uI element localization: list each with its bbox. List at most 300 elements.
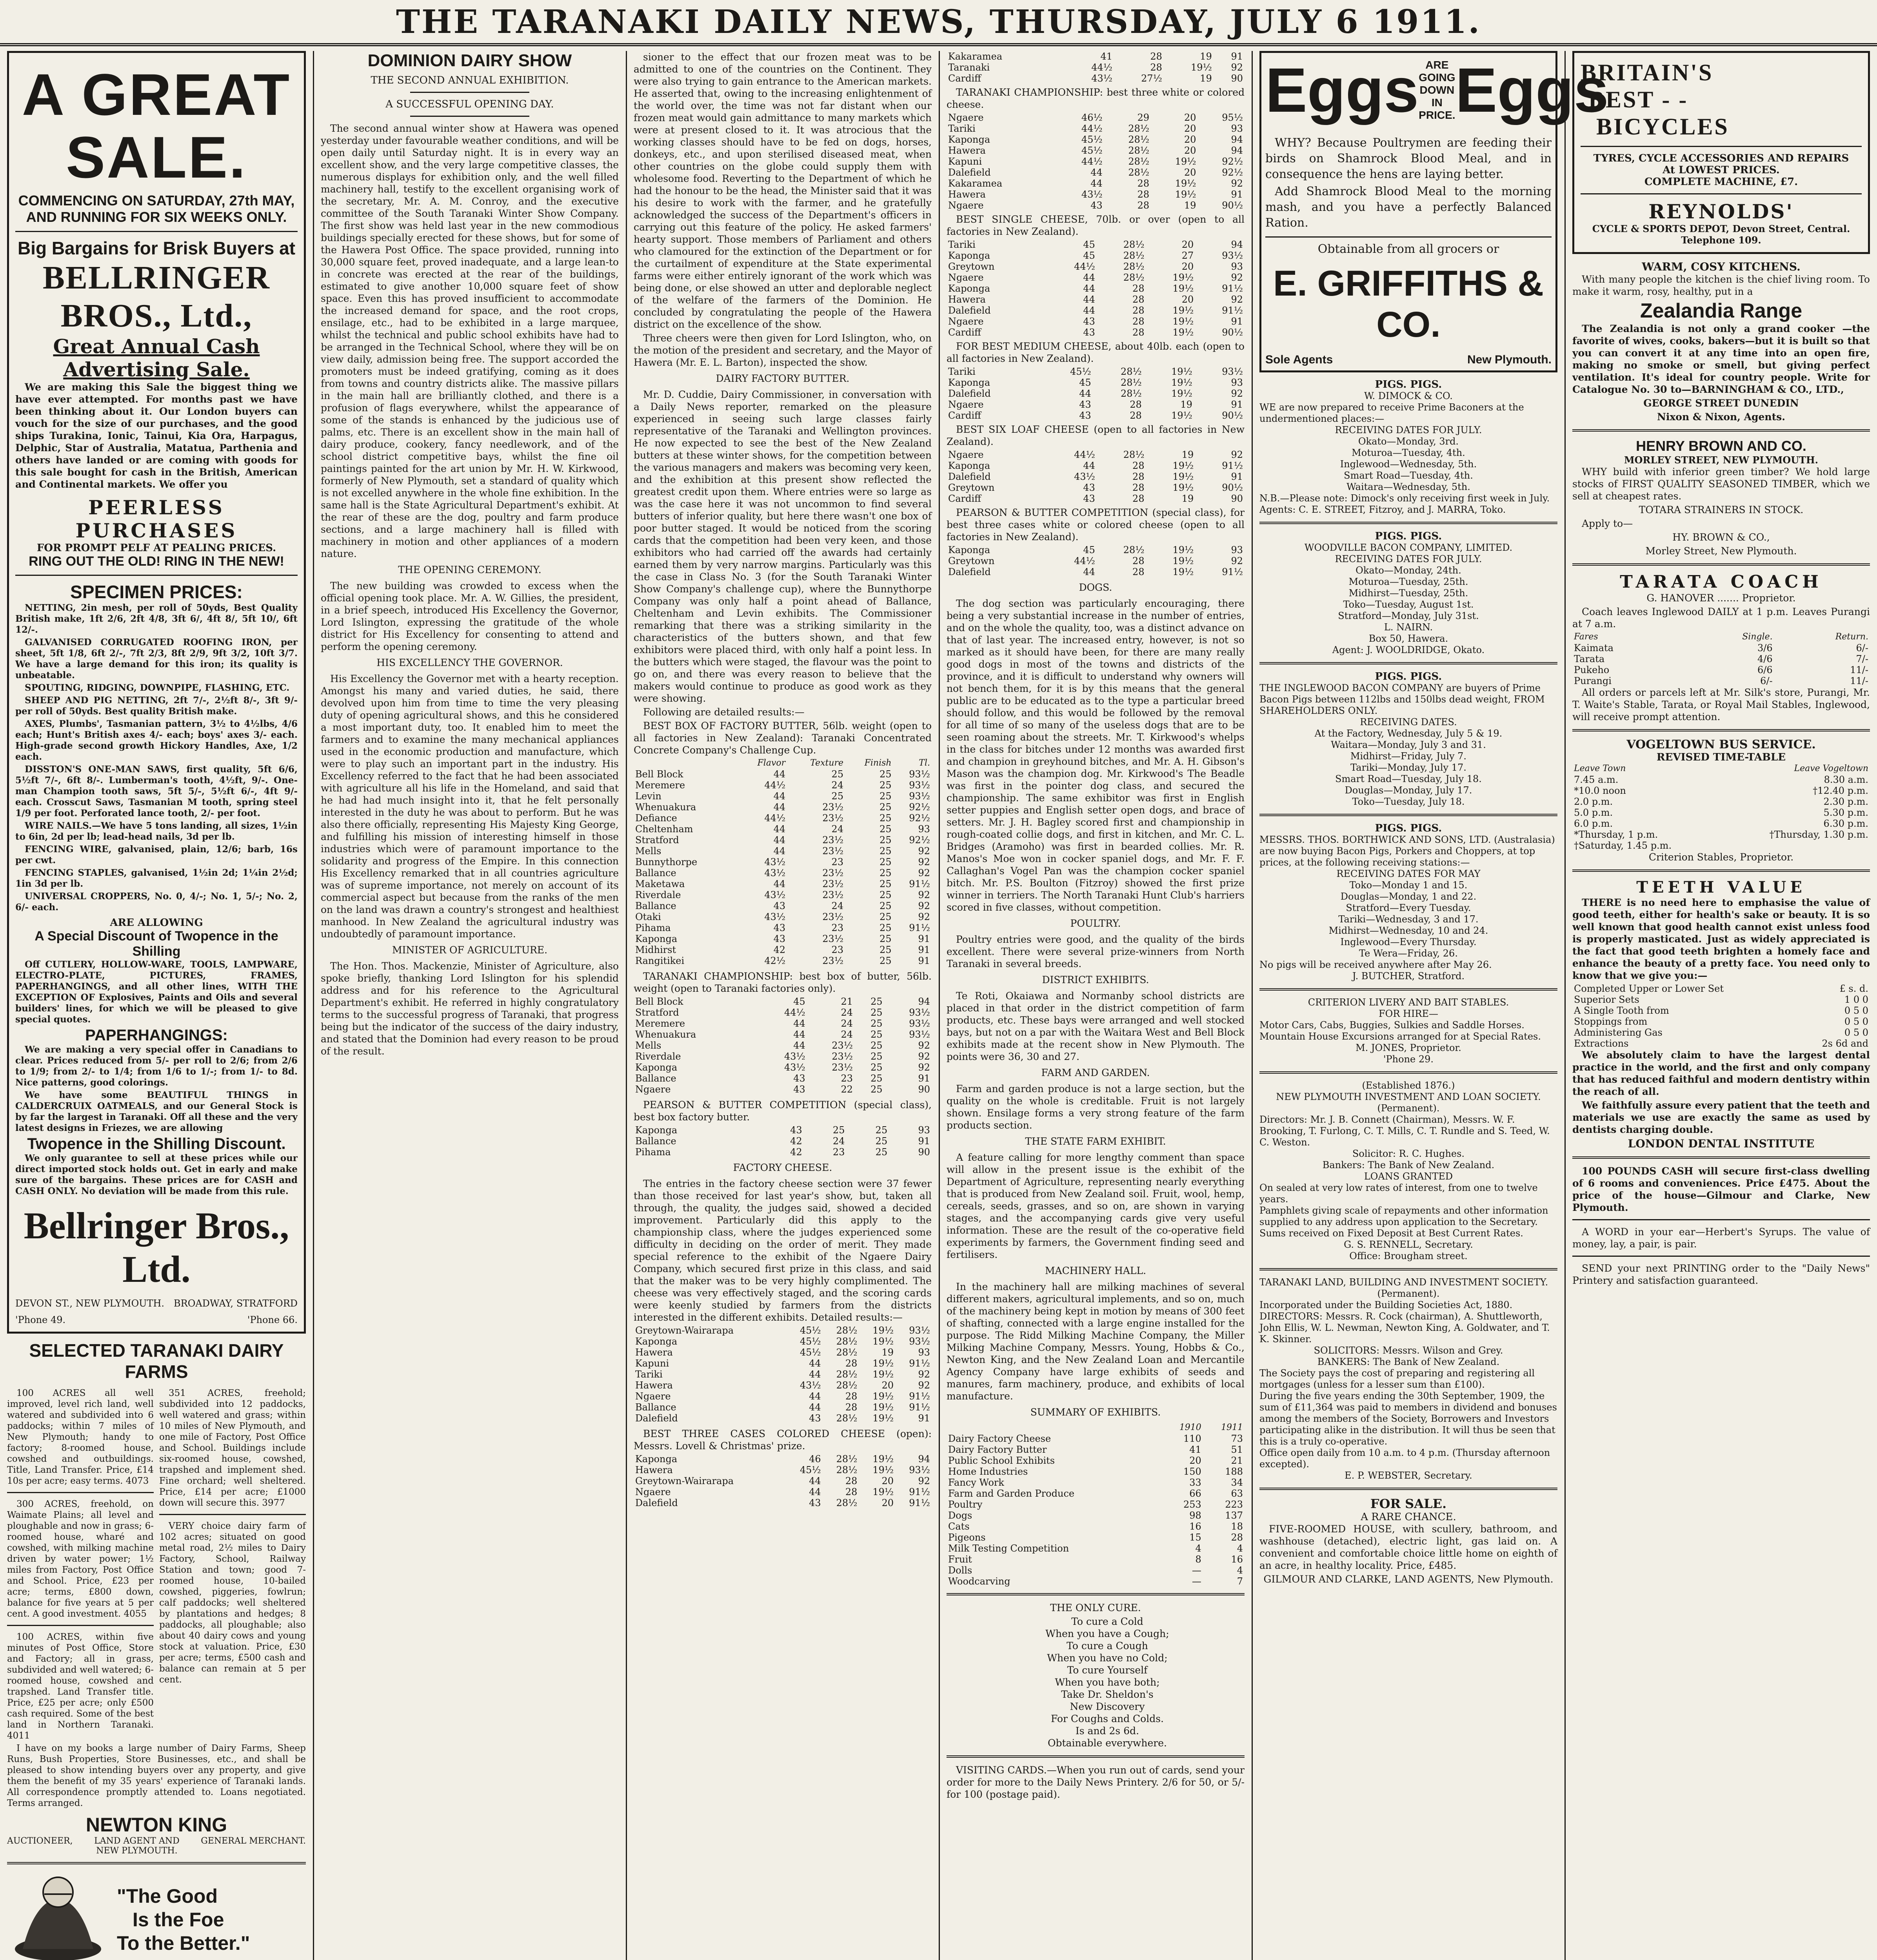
row-label: Tariki: [635, 1369, 663, 1380]
row-label: Dairy Factory Cheese: [948, 1433, 1051, 1444]
row-label: *10.0 noon: [1574, 785, 1626, 796]
article-paragraph: Following are detailed results:—: [643, 706, 805, 718]
cell-value: 28½: [1123, 272, 1145, 283]
cell-value: 33: [1189, 1477, 1201, 1488]
article-paragraph: The dog section was particularly encouraging, there being a very substantial increase in the number of entries, and on the whole the quality, too, was a distinct advance on that of last year. The increased entry, however, is not so marked as it should have been, for there are many really good dogs in most of the towns and districts of the province, and it is difficult to understand why owners will not bench them, for it is by this means that the general public are to be educated as to the type a particular breed should follow, and this would be followed by the removal for all time of so many of the useless dogs that are to be seen roaming about the streets. Mr. T. Kirkwood's whelps in the class for bitches under 12 months was awarded first and champion in greyhound bitches, and Mr. A. H. Gibson's Mason was the champion dog. Mr. Kirkwood's The Beadle was first in the pointer dog class, and secured the championship. The same exhibitor was first in English setter puppies and English setter open dogs, and brace of setters. Mr. J. H. Bagley scored first and championship in rough-coated collie dogs, and first in kitchen, and Mr. C. L. Bridges (Aramoho) was first in bearded collies. Mr. R. Manos's Moe won in cocker spaniel dogs, and Mr. F. F. Callaghan's Vogel Pan was the champion cocker spaniel bitch. Mr. P.S. Boulton (Fitzroy) showed the first prize winner in terriers. The North Taranaki Hunt Club's harriers scored in five classes, without competition.: [947, 598, 1245, 913]
table-row: [947, 1477, 1245, 1488]
cell-value: 92: [918, 900, 930, 911]
article-paragraph: Mr. D. Cuddie, Dairy Commissioner, in conversation with a Daily News reporter, remarked on the pleasure experienced in seeing such large classes fairly representative of the Taranaki and Wellington provinces. He now expected to see the best of the New Zealand butters at these winter shows, for the competition between the various managers and makers was becoming very keen, and the exhibition at this present show reflected the greatest credit upon them. Where entries were so large as was the case here it was not uncommon to find several butters of inferior quality, but here there wasn't one box of poor butter staged. It would be noticed from the scoring cards that the competition had been very keen, and those exhibitors who had carried off the awards had certainly earned them by very narrow margins. Particularly was this the case in Class No. 3 (for the South Taranaki Winter Show Company's challenge cup), where the Bunnythorpe Company was only half a point ahead of Ballance, Cheltenham and Levin exhibits. The Commissioner remarking that there was a striking similarity in the characteristics of the butters shown, and that few exhibitors were placed third, with only half a point less. In the butters which were staged, the flavour was the point to go on, and there was every reason to believe that the makers would continue to produce as good work as they were showing.: [634, 389, 932, 704]
for-sale-heading: FOR SALE.: [1370, 1496, 1447, 1511]
cell-value: 63: [1231, 1488, 1243, 1499]
cell-value: 91½: [909, 1358, 930, 1369]
cell-value: 19½: [872, 1336, 894, 1347]
table-row: [634, 1380, 932, 1391]
cell-value: 92: [918, 1380, 930, 1391]
cell-value: 19½: [1171, 410, 1192, 421]
table-row: [947, 178, 1245, 189]
advert-line: E. P. WEBSTER, Secretary.: [1345, 1470, 1472, 1481]
row-label: Kaponga: [635, 933, 678, 944]
article-paragraph: Te Roti, Okaiawa and Normanby school districts are placed in that order in the district competition of farm products, etc. These bays were arranged and well stocked bays, but not on a par with the Waitara West and Bell Block exhibits made at the recent show in New Plymouth. The points were 36, 30 and 27.: [947, 990, 1245, 1062]
eggs-advert: [1259, 51, 1609, 372]
cell-value: 137: [1225, 1510, 1243, 1521]
cell-value: 41: [1100, 51, 1112, 62]
cell-value: 4: [1237, 1543, 1243, 1554]
table-row: [634, 835, 932, 846]
table-row: [947, 51, 1245, 62]
table-row: [634, 933, 932, 944]
table-row: [634, 813, 932, 824]
classified-ad: SEND your next PRINTING order to the "Daily News" Printery and satisfaction guaranteed.: [1572, 1263, 1870, 1286]
specimen-heading: SPECIMEN PRICES:: [70, 582, 243, 602]
cell-value: 44: [809, 1475, 821, 1486]
bus-proprietor: Criterion Stables, Proprietor.: [1648, 851, 1794, 863]
eggs-word: Eggs: [1265, 55, 1419, 125]
cell-value: 92: [1231, 449, 1243, 460]
cell-value: 94: [918, 1454, 930, 1465]
cell-value: 91½: [909, 878, 930, 889]
cell-value: 45: [1083, 544, 1095, 555]
cell-value: 28½: [1121, 377, 1142, 388]
cell-value: 29: [1137, 112, 1150, 123]
cell-value: 93½: [909, 1336, 930, 1347]
advert-line: RECEIVING DATES FOR JULY.: [1335, 425, 1482, 436]
section-heading: POULTRY.: [1070, 918, 1121, 929]
table-row: [634, 780, 932, 791]
row-label: Hawera: [635, 1465, 673, 1475]
table-row: [634, 857, 932, 867]
newton-king-name: NEWTON KING: [85, 1814, 227, 1836]
cell-value: 44½: [1074, 261, 1095, 272]
woodville-advert: [1259, 542, 1557, 656]
annual-sale: Great Annual Cash Advertising Sale.: [53, 335, 260, 381]
cell-value: 44: [1083, 305, 1095, 316]
advert-line: Okato—Monday, 24th.: [1356, 565, 1461, 576]
table-row: [634, 1029, 932, 1040]
row-label: Dolls: [948, 1565, 972, 1576]
illustration-icon: [7, 1871, 109, 1960]
column-6: [1565, 51, 1877, 1960]
col-header: Tl.: [919, 758, 930, 768]
cell-value: 41: [1189, 1444, 1201, 1455]
row-label: Kaponga: [635, 1454, 678, 1465]
cell-value: 19½: [1171, 366, 1192, 377]
table-row: [634, 1007, 932, 1018]
cell-value: 90½: [1222, 482, 1243, 493]
cell-value: 19: [1184, 200, 1196, 211]
cell-value: 43: [773, 900, 786, 911]
row-label: Bunnythorpe: [635, 857, 698, 867]
price-item: SPOUTING, RIDGING, DOWNPIPE, FLASHING, ETC.: [25, 682, 290, 693]
row-label: Dogs: [948, 1510, 972, 1521]
cell-value: 44: [809, 1391, 821, 1402]
cell-value: 19½: [1172, 566, 1194, 577]
table-row: [634, 1358, 932, 1369]
cell-value: 46: [809, 1454, 821, 1465]
row-label: Kaponga: [948, 250, 990, 261]
row-label: Ngaere: [635, 1084, 671, 1095]
table-row: [634, 1454, 932, 1465]
cell-value: 23½: [822, 933, 844, 944]
cell-value: 25: [879, 944, 892, 955]
cell-value: 93½: [909, 791, 930, 802]
table-row: [1572, 1005, 1870, 1016]
advert-line: (Established 1876.): [1362, 1080, 1455, 1091]
cell-value: 92: [918, 1062, 930, 1073]
eggs-text: Add Shamrock Blood Meal to the morning mash, and you have a perfectly Balanced Ration.: [1265, 185, 1552, 230]
cell-value: 19½: [1172, 283, 1194, 294]
cell-value: 34: [1231, 1477, 1243, 1488]
cell-value: 25: [879, 889, 892, 900]
sale-intro: We are making this Sale the biggest thing we have ever attempted. For months past we have been thinking about it. Our London buyers can vouch for the size of our purchases, and the good ships Turakina, Ionic, Tainui, Kia Ora, Harpagus, Delphic, Star of Australia, Matatua, Parthenia and others have landed or are coming with goods for this sale bought for cash in the British, American and Continental markets. We offer you: [15, 381, 298, 490]
advert-line: Take Dr. Sheldon's: [1061, 1689, 1154, 1700]
cell-value: 2s 6d and: [1822, 1038, 1868, 1049]
column-4: [939, 51, 1252, 1960]
cell-value: 23½: [822, 867, 844, 878]
cell-value: 44: [1083, 460, 1095, 471]
section-heading: BEST THREE CASES COLORED CHEESE (open): Messrs. Lovell & Christmas' prize.: [634, 1428, 932, 1452]
table-row: [947, 1510, 1245, 1521]
cell-value: 28: [1132, 460, 1145, 471]
row-label: Ngaere: [635, 1486, 671, 1497]
advert-line: BANKERS: The Bank of New Zealand.: [1317, 1356, 1500, 1367]
row-label: Cardiff: [948, 410, 981, 421]
dimock-advert: [1259, 390, 1557, 515]
reynolds-name: REYNOLDS': [1648, 200, 1794, 223]
cure-heading: THE ONLY CURE.: [1050, 1602, 1141, 1613]
pigs-heading: PIGS. PIGS.: [1375, 530, 1442, 542]
table-row: [947, 399, 1245, 410]
timetable: [1572, 763, 1870, 851]
nk-location: NEW PLYMOUTH.: [96, 1846, 178, 1856]
table-row: [634, 846, 932, 857]
table-row: [947, 200, 1245, 211]
cell-value: 28½: [836, 1325, 858, 1336]
cell-value: 91: [1231, 51, 1243, 62]
teeth-text: We absolutely claim to have the largest dental practice in the world, and the first and only company that has reduced faithful and modern dentistry within the reach of all.: [1572, 1049, 1870, 1097]
table-row: [947, 1554, 1245, 1565]
row-label: Bell Block: [635, 996, 683, 1007]
col-header: Texture: [810, 758, 844, 768]
cell-value: 23: [841, 1073, 853, 1084]
row-label: Ngaere: [948, 272, 984, 283]
phone: 'Phone 49.: [15, 1314, 66, 1325]
row-label: Fruit: [948, 1554, 972, 1565]
cell-value: 19½: [872, 1325, 894, 1336]
row-label: Stratford: [635, 1007, 679, 1018]
cell-value: 28½: [836, 1347, 858, 1358]
cell-value: 23½: [832, 1062, 853, 1073]
cell-value: 23½: [822, 878, 844, 889]
pigs-heading: PIGS. PIGS.: [1375, 822, 1442, 834]
cell-value: 20: [1184, 123, 1196, 134]
row-label: Taranaki: [948, 62, 990, 73]
young-hobbs-advert: [7, 1871, 306, 1960]
col-header: Fares: [1574, 632, 1598, 642]
cell-value: 28: [1130, 410, 1142, 421]
cell-value: 28½: [1123, 250, 1145, 261]
cell-value: 28: [1231, 1532, 1243, 1543]
row-label: Ngaere: [948, 399, 984, 410]
teeth-text: We faithfully assure every patient that the teeth and materials we use are exactly the same as used by dentists charging double.: [1572, 1100, 1870, 1135]
advert-line: Stratford—Every Tuesday.: [1346, 902, 1471, 913]
advert-line: SOLICITORS: Messrs. Wilson and Grey.: [1314, 1345, 1503, 1356]
row-label: Ngaere: [948, 200, 984, 211]
row-label: 6.0 p.m.: [1574, 818, 1613, 829]
article-headline: DOMINION DAIRY SHOW: [367, 51, 572, 70]
cell-value: 43: [773, 922, 786, 933]
kitchen-text: With many people the kitchen is the chief living room. To make it warm, rosy, healthy, put in a: [1572, 274, 1870, 297]
table-row: [634, 900, 932, 911]
table-row: [634, 1147, 932, 1158]
cell-value: 44½: [784, 1007, 805, 1018]
proverb-line: To the Better.": [117, 1932, 250, 1954]
cell-value: 95½: [1222, 112, 1243, 123]
section-heading: SUMMARY OF EXHIBITS.: [1030, 1406, 1161, 1418]
advert-line: Solicitor: R. C. Hughes.: [1352, 1148, 1465, 1159]
row-label: Tarata: [1574, 653, 1605, 664]
row-label: Kaponga: [635, 1336, 678, 1347]
cell-value: 25: [879, 878, 892, 889]
cell-value: 28½: [1123, 261, 1145, 272]
cell-value: 19½: [1172, 544, 1194, 555]
cell-value: 25: [879, 824, 892, 835]
proverb-line: "The Good: [117, 1885, 218, 1907]
article-subhead: THE SECOND ANNUAL EXHIBITION.: [371, 74, 569, 86]
row-label: Levin: [635, 791, 661, 802]
bicycles-line: BRITAIN'S: [1581, 60, 1713, 85]
bicycles-text: COMPLETE MACHINE, £7.: [1644, 176, 1798, 188]
row-label: Stoppings from: [1574, 1016, 1648, 1027]
cell-value: 25: [879, 791, 892, 802]
table-row: [1572, 785, 1870, 796]
dairy-farms-heading: SELECTED TARANAKI DAIRY FARMS: [29, 1340, 284, 1382]
cell-value: 18: [1231, 1521, 1243, 1532]
cell-value: 92: [918, 1475, 930, 1486]
borthwick-advert: [1259, 834, 1557, 982]
advert-line: Smart Road—Tuesday, July 18.: [1335, 773, 1482, 784]
advert-line: The Society pays the cost of preparing and registering all mortgages (unless for a lesser sum than £100).: [1259, 1368, 1535, 1390]
cell-value: 28½: [836, 1497, 858, 1508]
cell-value: 23½: [822, 889, 844, 900]
address: BROADWAY, STRATFORD: [174, 1298, 298, 1309]
row-label: Dalefield: [948, 167, 991, 178]
discount-heading: A Special Discount of Twopence in the Shilling: [35, 929, 278, 959]
cell-value: 93: [1231, 377, 1243, 388]
cell-value: 98: [1189, 1510, 1201, 1521]
cell-value: [1720, 840, 1870, 851]
masthead-title: THE TARANAKI DAILY NEWS, THURSDAY, JULY 6 1911.: [396, 3, 1481, 41]
cell-value: 28: [1132, 566, 1145, 577]
cell-value: 43: [773, 933, 786, 944]
cell-value: 25: [870, 1051, 883, 1062]
row-label: A Single Tooth from: [1574, 1005, 1669, 1016]
row-label: Tariki: [948, 123, 976, 134]
advert-line: Douglas—Monday, 1 and 22.: [1340, 891, 1477, 902]
article-paragraph: A feature calling for more lengthy comment than space will allow in the present issue is the exhibit of the Department of Agriculture, representing nearly everything that is produced from New Zealand soil. Fruit, wool, hemp, cereals, seeds, grasses, and so on, are shown in varying stages, and the accompanying cards give very useful information. These are the result of the co-operative field experiments by farmers, the Government finding seed and fertilisers.: [947, 1152, 1245, 1260]
cell-value: 92½: [909, 802, 930, 813]
row-label: Kakaramea: [948, 178, 1003, 189]
advert-line: TARANAKI LAND, BUILDING AND INVESTMENT SOCIETY.: [1259, 1277, 1548, 1288]
table-row: [947, 1455, 1245, 1466]
advert-line: When you have a Cough;: [1045, 1628, 1169, 1639]
cell-value: 21: [841, 996, 853, 1007]
advert-line: Tariki—Monday, July 17.: [1350, 762, 1466, 773]
cell-value: 43½: [784, 1062, 805, 1073]
row-label: Riverdale: [635, 889, 681, 900]
advert-line: Agent: J. WOOLDRIDGE, Okato.: [1332, 644, 1485, 655]
row-label: Completed Upper or Lower Set: [1574, 983, 1724, 994]
section-heading: BEST SINGLE CHEESE, 70lb. or over (open to all factories in New Zealand).: [947, 214, 1245, 237]
bicycles-text: At LOWEST PRICES.: [1663, 164, 1780, 176]
row-label: Kaponga: [948, 134, 990, 145]
section-heading: PEARSON & BUTTER COMPETITION (special class), best box factory butter.: [634, 1099, 932, 1123]
cell-value: 43: [1083, 316, 1095, 327]
table-row: [1572, 829, 1870, 840]
ring-line: RING OUT THE OLD! RING IN THE NEW!: [29, 554, 284, 569]
visiting-cards-ad: VISITING CARDS.—When you run out of cards, send your order for more to the Daily News Printery. 2/6 for 50, or 5/- for 100 (postage paid).: [947, 1764, 1245, 1800]
timber-text: WHY build with inferior green timber? We hold large stocks of FIRST QUALITY SEASONED TIMBER, which we sell at cheapest rates.: [1572, 466, 1870, 502]
table-row: [947, 1521, 1245, 1532]
cell-value: 11/-: [1850, 675, 1868, 686]
advert-line: To cure a Cold: [1071, 1616, 1143, 1627]
table-row: [947, 134, 1245, 145]
advert-line: FOR HIRE—: [1378, 1008, 1439, 1019]
table-row: [947, 555, 1245, 566]
section-heading: DAIRY FACTORY BUTTER.: [716, 373, 850, 384]
row-label: Milk Testing Competition: [948, 1543, 1069, 1554]
table-row: [1572, 807, 1870, 818]
cell-value: 91½: [1222, 305, 1243, 316]
advert-line: RECEIVING DATES FOR MAY: [1336, 868, 1481, 879]
advert-line: (Permanent).: [1377, 1103, 1440, 1114]
cell-value: 43½: [764, 867, 786, 878]
cell-value: 28: [1132, 493, 1145, 504]
cell-value: 73: [1231, 1433, 1243, 1444]
table-row: [634, 889, 932, 900]
advert-line: WOODVILLE BACON COMPANY, LIMITED.: [1304, 542, 1513, 553]
table-row: [947, 377, 1245, 388]
cell-value: 43½: [764, 857, 786, 867]
advert-line: Tariki—Wednesday, 3 and 17.: [1338, 914, 1479, 925]
table-row: [947, 283, 1245, 294]
row-label: Ballance: [635, 867, 676, 878]
cell-value: 19½: [1172, 555, 1194, 566]
section-heading: FOR BEST MEDIUM CHEESE, about 40lb. each (open to all factories in New Zealand).: [947, 341, 1245, 364]
advert-line: Waitara—Wednesday, 5th.: [1346, 481, 1470, 492]
row-label: Dalefield: [635, 1497, 678, 1508]
results-table: [947, 544, 1245, 577]
cell-value: 25: [879, 780, 892, 791]
table-row: [1572, 1016, 1870, 1027]
cell-value: 93½: [909, 1029, 930, 1040]
land-agents: GILMOUR AND CLARKE, LAND AGENTS, New Plymouth.: [1263, 1573, 1554, 1585]
cell-value: 94: [1231, 134, 1243, 145]
col-header: Return.: [1835, 632, 1868, 642]
cell-value: 4: [1195, 1543, 1201, 1554]
row-label: Ngaere: [948, 449, 984, 460]
cell-value: 93½: [1222, 366, 1243, 377]
cell-value: 25: [879, 911, 892, 922]
table-row: [947, 167, 1245, 178]
cell-value: 93: [1231, 261, 1243, 272]
cell-value: 25: [879, 857, 892, 867]
cell-value: 23½: [832, 1051, 853, 1062]
cell-value: 44: [1090, 178, 1103, 189]
table-row: [947, 316, 1245, 327]
cell-value: 43½: [1074, 471, 1095, 482]
cell-value: 0 5 0: [1844, 1027, 1868, 1038]
cell-value: 25: [879, 867, 892, 878]
cell-value: 24: [831, 780, 844, 791]
cell-value: 92½: [909, 813, 930, 824]
cell-value: 20: [1184, 112, 1196, 123]
cell-value: 91: [1231, 471, 1243, 482]
row-label: Cats: [948, 1521, 970, 1532]
cell-value: 43: [809, 1413, 821, 1424]
cell-value: 51: [1231, 1444, 1243, 1455]
cell-value: 43½: [799, 1380, 821, 1391]
row-label: Midhirst: [635, 944, 676, 955]
advert-line: Inglewood—Every Thursday.: [1340, 936, 1477, 947]
cell-value: 92: [1231, 294, 1243, 305]
table-row: [634, 1465, 932, 1475]
section-heading: BEST SIX LOAF CHEESE (open to all factories in New Zealand).: [947, 424, 1245, 447]
cell-value: 19½: [1175, 178, 1196, 189]
table-row: [1572, 818, 1870, 829]
cell-value: 25: [870, 1084, 883, 1095]
row-label: †Saturday, 1.45 p.m.: [1574, 840, 1672, 851]
discount-text: Off CUTLERY, HOLLOW-WARE, TOOLS, LAMPWARE, ELECTRO-PLATE, PICTURES, FRAMES, PAPERHANGINGS, and all other lines, WITH THE EXCEPTION OF Explosives, Paints and Oils and several builders' lines, for which we will be pleased to give special quotes.: [15, 959, 298, 1025]
cell-value: 28½: [1128, 145, 1150, 156]
row-label: Public School Exhibits: [948, 1455, 1055, 1466]
tarata-coach-heading: TARATA COACH: [1620, 572, 1822, 592]
advert-line: Te Wera—Friday, 26.: [1359, 948, 1458, 959]
advert-line: At the Factory, Wednesday, July 5 & 19.: [1314, 728, 1503, 739]
article-paragraph: The second annual winter show at Hawera was opened yesterday under favourable weather conditions, and will be open daily until Saturday night. It is in every way an excellent show, and the very large competitive classes, the numerous displays for exhibition only, and the well filled machinery hall, testify to the excellent organising work of the secretary, Mr. A. M. Conroy, and the executive committee of the South Taranaki Winter Show Company. The first show was held last year in the new commodious buildings specially erected for these shows, but for some of the Hawera Post Office. The space provided, running into 30,000 square feet, proved inadequate, and a large lean-to in concrete was erected at the rear of the buildings, estimated to give another 10,000 square feet of show space. Even this has proved insufficient to accommodate the increased demand for space, and the root crops, ensilage, etc., had to be exhibited in a large marquee, whilst the technical and public school exhibits have had to be arranged in the Technical School, where they will be on view daily, admission being free. The support accorded the promoters must be indeed gratifying, coming as it does from towns and country districts alike. The massive pillars in the main hall are brilliantly clothed, and there is a profusion of flags everywhere, whilst the appearance of some of the stands is enhanced by the judicious use of palms, etc. There is an excellent show in the main hall of dairy produce, cookery, fancy needlework, and of the school district competitive bays, whilst the fine oil paintings painted for the art union by Mr. H. W. Kirkwood, formerly of New Plymouth, set a standard of quality which is not excelled anywhere in the whole fine exhibition. In the same hall is the State Agricultural Department's exhibit. At the rear of these are the dog, poultry and farm produce sections, and a large machinery hall is filled with machinery in motion and other appliances of a modern nature.: [321, 123, 619, 559]
cell-value: 19½: [1191, 62, 1212, 73]
price-item: UNIVERSAL CROPPERS, No. 0, 4/-; No. 1, 5/-; No. 2, 6/- each.: [15, 891, 298, 913]
cell-value: 91: [1231, 189, 1243, 200]
cell-value: 6/-: [1760, 675, 1773, 686]
cell-value: 42½: [764, 955, 786, 966]
row-label: Administering Gas: [1574, 1027, 1663, 1038]
cell-value: 45½: [799, 1465, 821, 1475]
cell-value: 92: [918, 911, 930, 922]
eggs-text: WHY? Because Poultrymen are feeding their birds on Shamrock Blood Meal, and in consequence the hens are laying better.: [1265, 136, 1552, 181]
cell-value: 19½: [1172, 460, 1194, 471]
cell-value: 45½: [1081, 145, 1103, 156]
results-table: [947, 112, 1245, 211]
col-header: Finish: [864, 758, 892, 768]
row-label: Dalefield: [948, 566, 991, 577]
cell-value: 92: [918, 857, 930, 867]
cell-value: 44: [773, 846, 786, 857]
advert-line: Incorporated under the Building Societies Act, 1880.: [1259, 1299, 1513, 1310]
fares-table: [1572, 632, 1870, 686]
cell-value: 28: [1132, 327, 1145, 338]
cell-value: 44: [809, 1486, 821, 1497]
cell-value: 92: [918, 1040, 930, 1051]
cell-value: 45½: [1070, 366, 1091, 377]
section-heading: DOGS.: [1079, 582, 1112, 593]
cell-value: 24: [841, 1007, 853, 1018]
row-label: Extractions: [1574, 1038, 1629, 1049]
table-row: [1572, 1027, 1870, 1038]
cell-value: 28½: [836, 1454, 858, 1465]
cell-value: 19½: [1172, 327, 1194, 338]
table-row: [947, 471, 1245, 482]
zealandia-address: GEORGE STREET DUNEDIN: [1643, 397, 1799, 409]
